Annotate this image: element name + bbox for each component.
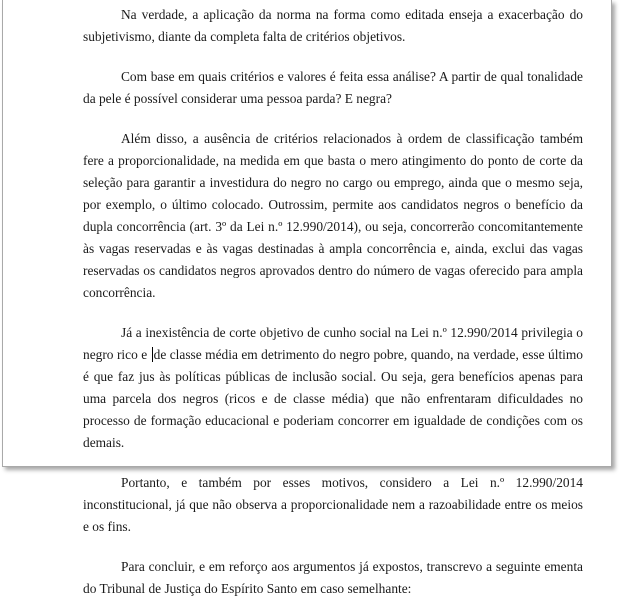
paragraph-corte-social-start: Já a inexistência de corte objetivo de cunho social na Lei n.º 12.990/2014 privilegia o negro rico e [83, 325, 583, 362]
paragraph-questions: Com base em quais critérios e valores é feita essa análise? A partir de qual tonalidade da pele é possível considerar uma pessoa parda? E negra? [83, 69, 583, 106]
document-body[interactable] [83, 4, 583, 600]
document-frame [2, 0, 612, 596]
paragraph-subjetivismo: Na verdade, a aplicação da norma na forma como editada enseja a exacerbação do subjetivismo, diante da completa falta de critérios objetivos. [83, 7, 583, 44]
paragraph-corte-social [83, 322, 583, 454]
text-cursor [152, 347, 153, 362]
paragraph-proporcionalidade: Além disso, a ausência de critérios relacionados à ordem de classificação também fere a proporcionalidade, na medida em que basta o mero atingimento do ponto de corte da seleção para garantir a investidura do negro no cargo ou emprego, ainda que o mesmo seja, por exemplo, o último colocado. Outrossim, permite aos candidatos negros o benefício da dupla concorrência (art. 3º da Lei n.º 12.990/2014), ou seja, concorrerão concomitantemente às vagas reservadas e às vagas destinadas à ampla concorrência e, ainda, exclui das vagas reservadas os candidatos negros aprovados dentro do número de vagas oferecido para ampla concorrência. [83, 131, 583, 300]
paragraph-corte-social-end: de classe média em detrimento do negro pobre, quando, na verdade, esse último é que faz jus às políticas públicas de inclusão social. Ou seja, gera benefícios apenas para uma parcela dos negros (ricos e de classe média) que não enfrentaram dificuldades no processo de formação educacional e poderiam concorrer em igualdade de condições com os demais. [83, 347, 583, 450]
paragraph-conclusao: Para concluir, e em reforço aos argumentos já expostos, transcrevo a seguinte ementa do Tribunal de Justiça do Espírito Santo em caso semelhante: [83, 559, 583, 596]
paragraph-inconstitucional: Portanto, e também por esses motivos, considero a Lei n.º 12.990/2014 inconstitucional, já que não observa a proporcionalidade nem a razoabilidade entre os meios e os fins. [83, 475, 583, 534]
